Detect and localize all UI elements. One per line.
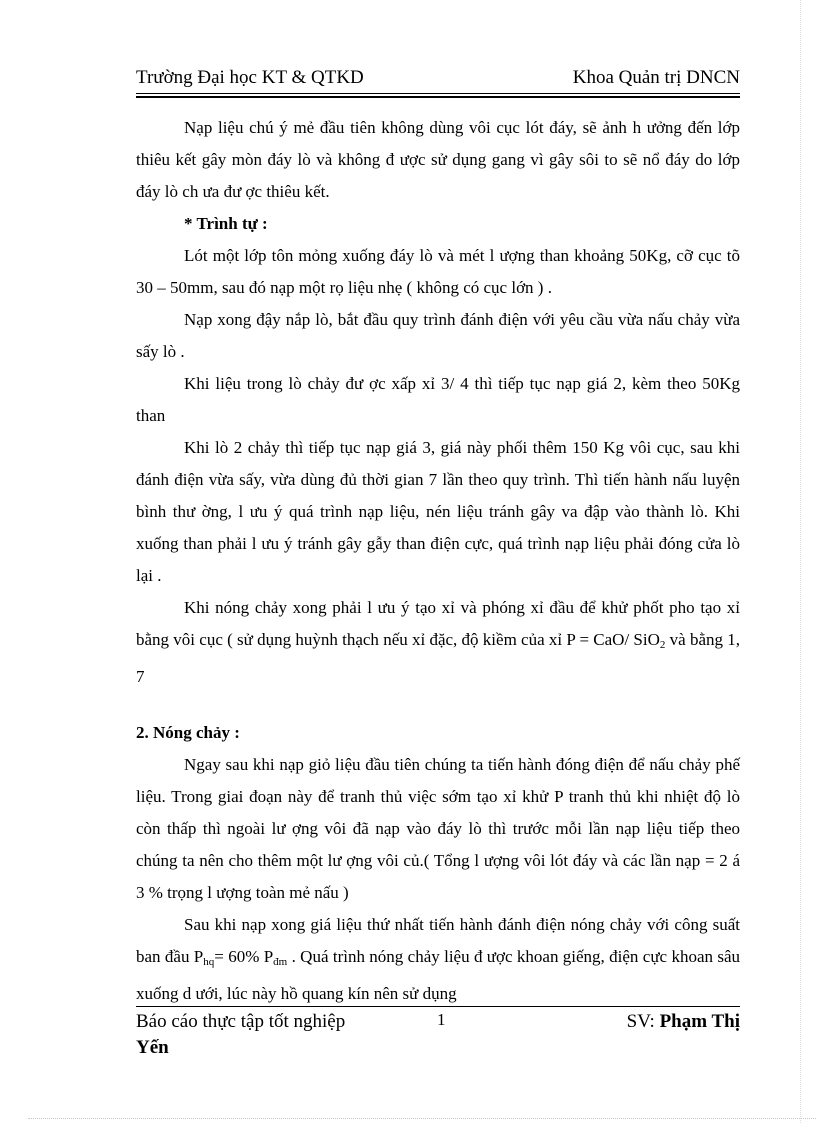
header-rule-thin xyxy=(136,93,740,94)
slag-subscript: 2 xyxy=(659,639,666,651)
paragraph-lining: Lót một lớp tôn mỏng xuống đáy lò và mét l ượng than khoảng 50Kg, cỡ cục tõ 30 – 50mm, sau đó nạp một rọ liệu nhẹ ( không có cục lớn ) . xyxy=(136,246,740,297)
paragraph-power xyxy=(136,909,740,1010)
power-subscript-dm: đm xyxy=(273,956,288,968)
header-department: Khoa Quản trị DNCN xyxy=(572,67,740,88)
page-number: 1 xyxy=(437,1010,446,1029)
footer-student-name-cont: Yến xyxy=(136,1037,169,1058)
power-text-end: . Quá trình nóng chảy liệu đ ược khoan giếng, điện cực khoan sâu xuống d ưới, lúc này hồ quang kín nên sử dụng xyxy=(136,947,740,1003)
footer-student-label: SV: xyxy=(626,1011,660,1032)
footer-rule xyxy=(136,1006,740,1007)
page-edge-dots xyxy=(28,1118,816,1119)
power-text-mid: = 60% P xyxy=(214,947,274,966)
page-footer xyxy=(136,1010,740,1060)
power-subscript-hq: hq xyxy=(203,956,215,968)
heading-sequence: * Trình tự : xyxy=(184,214,268,233)
page-edge-vertical xyxy=(800,0,801,1123)
document-body xyxy=(136,112,740,1010)
paragraph-charge-3: Khi lò 2 chảy thì tiếp tục nạp giá 3, giá này phối thêm 150 Kg vôi cục, sau khi đánh điện vừa sấy, vừa dùng đủ thời gian 7 lần theo quy trình. Thì tiến hành nấu luyện bình thư ờng, l ưu ý quá trình nạp liệu, nén liệu tránh gây va đập vào thành lò. Khi xuống than phải l ưu ý tránh gây gẫy than điện cực, quá trình nạp liệu phải đóng cửa lò lại . xyxy=(136,438,740,585)
paragraph-melting: Ngay sau khi nạp giỏ liệu đầu tiên chúng ta tiến hành đóng điện để nấu chảy phế liệu. Trong giai đoạn này để tranh thủ việc sớm tạo xỉ khử P tranh thủ khi nhiệt độ lò còn thấp thì ngoài lư ợng vôi đã nạp vào đáy lò thì trước mỗi lần nạp liệu tiếp theo chúng ta nên cho thêm một lư ợng vôi củ.( Tổng l ượng vôi lót đáy và các lần nạp = 2 á 3 % trọng l ượng toàn mẻ nấu ) xyxy=(136,755,740,902)
footer-report-title: Báo cáo thực tập tốt nghiệp xyxy=(136,1011,346,1032)
heading-melting: 2. Nóng chảy : xyxy=(136,723,240,742)
slag-text: Khi nóng chảy xong phải l ưu ý tạo xỉ và phóng xỉ đầu để khử phốt pho tạo xỉ bằng vôi cục ( sử dụng huỳnh thạch nếu xỉ đặc, độ kiềm của xỉ P = CaO/ SiO xyxy=(136,598,740,649)
paragraph-charge-2: Khi liệu trong lò chảy đư ợc xấp xỉ 3/ 4 thì tiếp tục nạp giá 2, kèm theo 50Kg than xyxy=(136,374,740,425)
paragraph-slag xyxy=(136,592,740,693)
header-rule-thick xyxy=(136,96,740,98)
slag-text-end: và bằng 1, 7 xyxy=(136,630,740,686)
power-text: Sau khi nạp xong giá liệu thứ nhất tiến hành đánh điện nóng chảy với công suất ban đầu P xyxy=(136,915,740,966)
footer-student-name: Phạm Thị xyxy=(659,1011,740,1032)
footer-student xyxy=(627,1010,740,1034)
paragraph-cover: Nạp xong đậy nắp lò, bắt đầu quy trình đánh điện với yêu cầu vừa nấu chảy vừa sấy lò . xyxy=(136,310,740,361)
paragraph-loading-note: Nạp liệu chú ý mẻ đầu tiên không dùng vôi cục lót đáy, sẽ ảnh h ưởng đến lớp thiêu kết gây mòn đáy lò và không đ ược sử dụng gang vì gây sôi to sẽ nổ đáy do lớp đáy lò ch ưa đư ợc thiêu kết. xyxy=(136,118,740,201)
page-header xyxy=(136,66,740,92)
header-school: Trường Đại học KT & QTKD xyxy=(136,67,364,88)
